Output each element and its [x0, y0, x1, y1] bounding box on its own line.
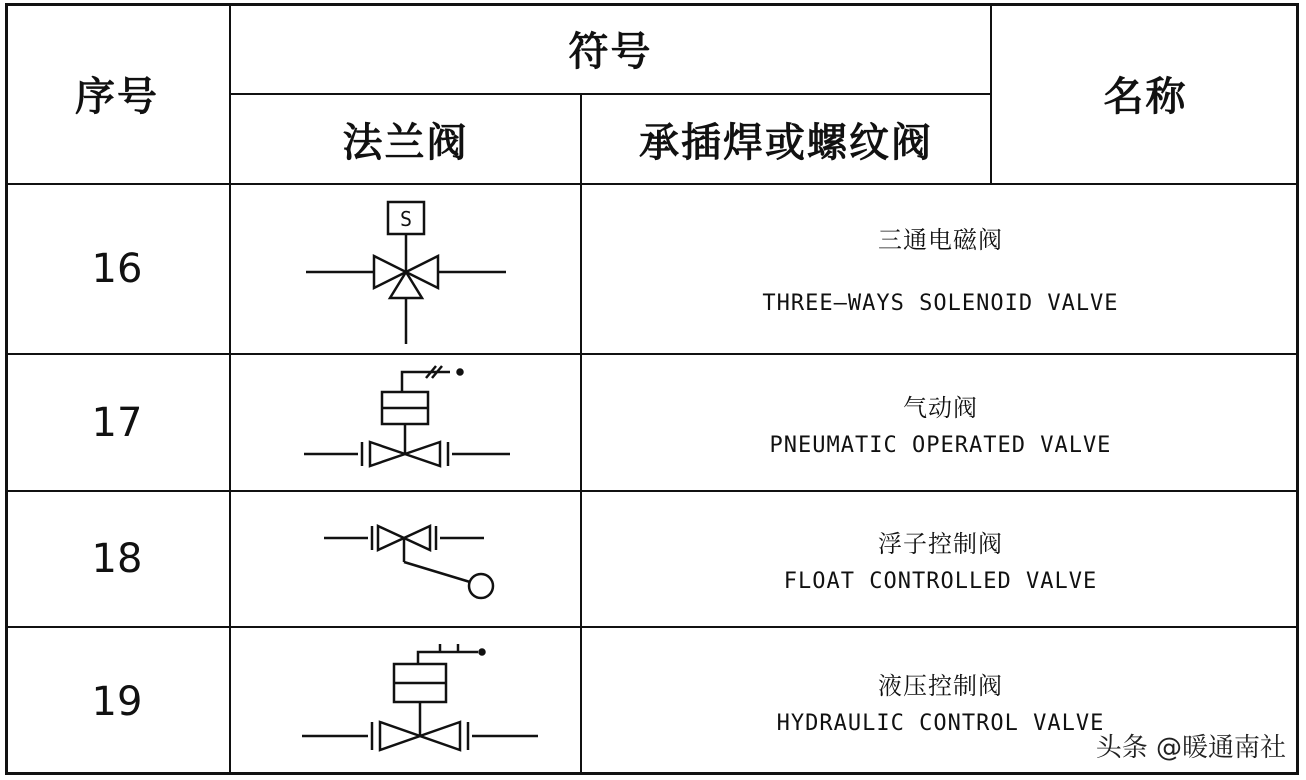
watermark — [1096, 727, 1286, 764]
row-index-16: 16 — [91, 246, 143, 292]
row-18-name-en: FLOAT CONTROLLED VALVE — [783, 568, 1098, 594]
pneumatic-operated-valve-icon — [300, 364, 516, 478]
row-16-name-cn: 三通电磁阀 — [878, 225, 1003, 254]
row-19-name-en: HYDRAULIC CONTROL VALVE — [776, 710, 1105, 736]
watermark-text: 头条 @暖通南社 — [1095, 733, 1286, 763]
hydraulic-control-valve-icon — [298, 640, 542, 760]
header-index: 序号 — [75, 74, 159, 120]
row-18-name-cn: 浮子控制阀 — [878, 529, 1003, 558]
row-16-name-en: THREE—WAYS SOLENOID VALVE — [762, 290, 1119, 316]
float-controlled-valve-icon — [320, 520, 510, 606]
row-19-name-cn: 液压控制阀 — [878, 671, 1003, 700]
row-index-19: 19 — [91, 678, 143, 725]
row-index-17: 17 — [91, 399, 143, 446]
row-17-name-cn: 气动阀 — [903, 393, 978, 422]
row-17-name-en: PNEUMATIC OPERATED VALVE — [769, 432, 1112, 458]
row-index-18: 18 — [91, 536, 143, 582]
header-name: 名称 — [1103, 74, 1188, 120]
three-way-solenoid-valve-icon — [300, 198, 512, 348]
header-socket: 承插焊或螺纹阀 — [639, 119, 933, 166]
header-symbol: 符号 — [568, 29, 653, 75]
solenoid-label: S — [399, 207, 413, 231]
header-flange: 法兰阀 — [342, 119, 469, 166]
